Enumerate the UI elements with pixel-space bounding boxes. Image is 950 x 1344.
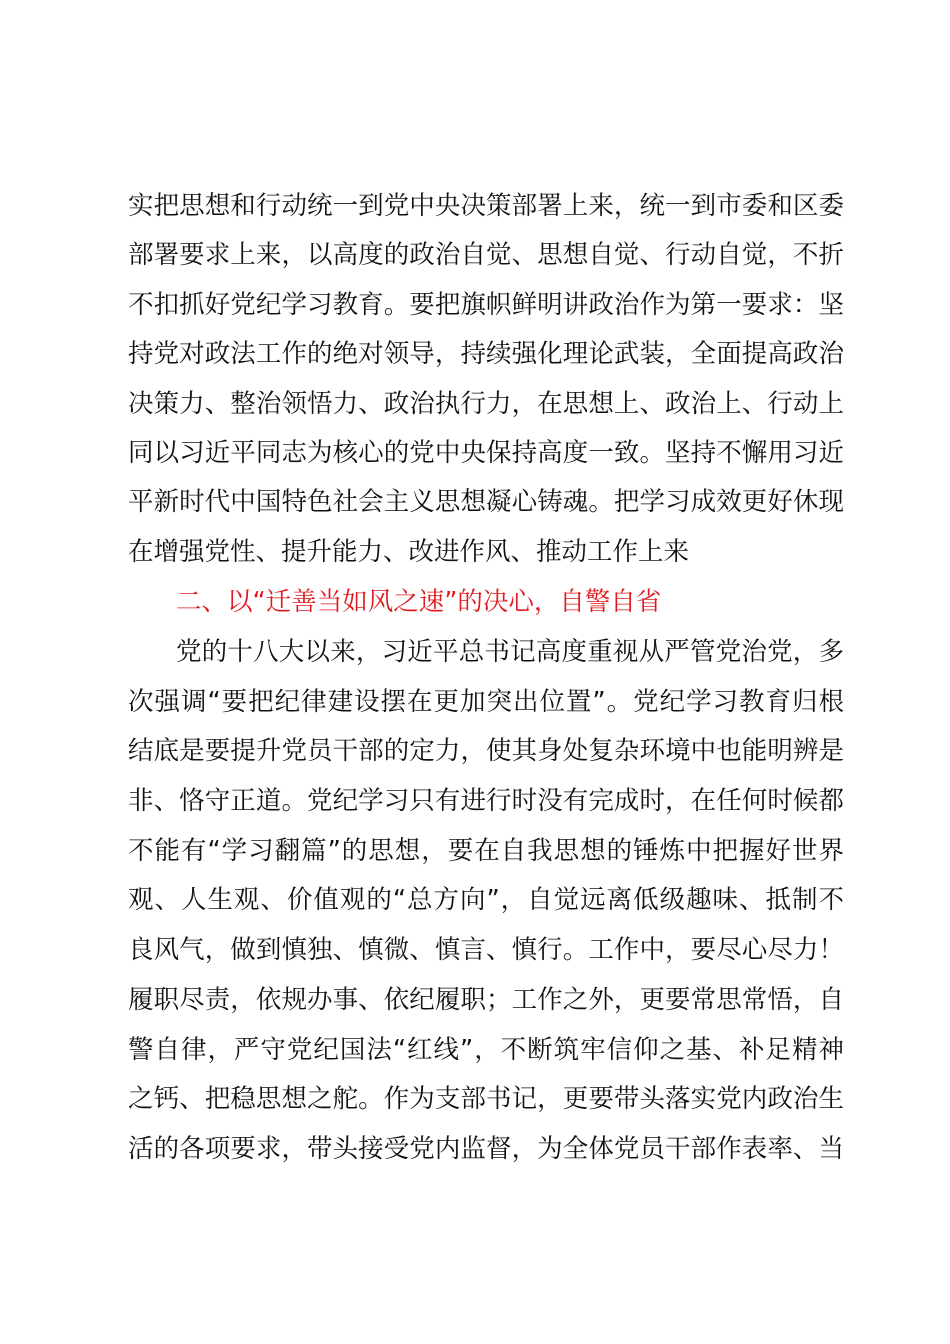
section-heading-2: 二、以“迁善当如风之速”的决心，自警自省 xyxy=(176,587,662,617)
paragraph1-line-2: 部署要求上来，以高度的政治自觉、思想自觉、行动自觉，不折 xyxy=(128,240,844,270)
paragraph2-line-6: 观、人生观、价值观的“总方向”，自觉远离低级趣味、抵制不 xyxy=(128,885,844,915)
paragraph1-line-1: 实把思想和行动统一到党中央决策部署上来，统一到市委和区委 xyxy=(128,191,844,221)
paragraph1-line-7: 平新时代中国特色社会主义思想凝心铸魂。把学习成效更好休现 xyxy=(128,487,844,517)
paragraph2-line-9: 警自律，严守党纪国法“红线”，不断筑牢信仰之基、补足精神 xyxy=(128,1035,844,1065)
paragraph2-line-1: 党的十八大以来，习近平总书记高度重视从严管党治党，多 xyxy=(176,637,844,667)
paragraph1-line-8: 在增强党性、提升能力、改进作风、推动工作上来 xyxy=(128,537,690,567)
paragraph1-line-6: 同以习近平同志为核心的党中央保持高度一致。坚持不懈用习近 xyxy=(128,438,844,468)
paragraph2-line-3: 结底是要提升党员干部的定力，使其身处复杂环境中也能明辨是 xyxy=(128,736,844,766)
paragraph2-line-2: 次强调“要把纪律建设摆在更加突出位置”。党纪学习教育归根 xyxy=(128,687,844,717)
paragraph2-line-10: 之钙、把稳思想之舵。作为支部书记，更要带头落实党内政治生 xyxy=(128,1084,844,1114)
paragraph2-line-5: 不能有“学习翻篇”的思想，要在自我思想的锤炼中把握好世界 xyxy=(128,836,844,866)
paragraph1-line-5: 决策力、整治领悟力、政治执行力，在思想上、政治上、行动上 xyxy=(128,389,844,419)
paragraph2-line-11: 活的各项要求，带头接受党内监督，为全体党员干部作表率、当 xyxy=(128,1134,844,1164)
paragraph2-line-4: 非、恪守正道。党纪学习只有进行时没有完成时，在任何时候都 xyxy=(128,786,844,816)
paragraph1-line-4: 持党对政法工作的绝对领导，持续强化理论武装，全面提高政治 xyxy=(128,339,844,369)
paragraph1-line-3: 不扣抓好党纪学习教育。要把旗帜鲜明讲政治作为第一要求：坚 xyxy=(128,290,844,320)
paragraph2-line-7: 良风气，做到慎独、慎微、慎言、慎行。工作中，要尽心尽力！ xyxy=(128,935,844,965)
paragraph2-line-8: 履职尽责，依规办事、依纪履职；工作之外，更要常思常悟，自 xyxy=(128,985,844,1015)
